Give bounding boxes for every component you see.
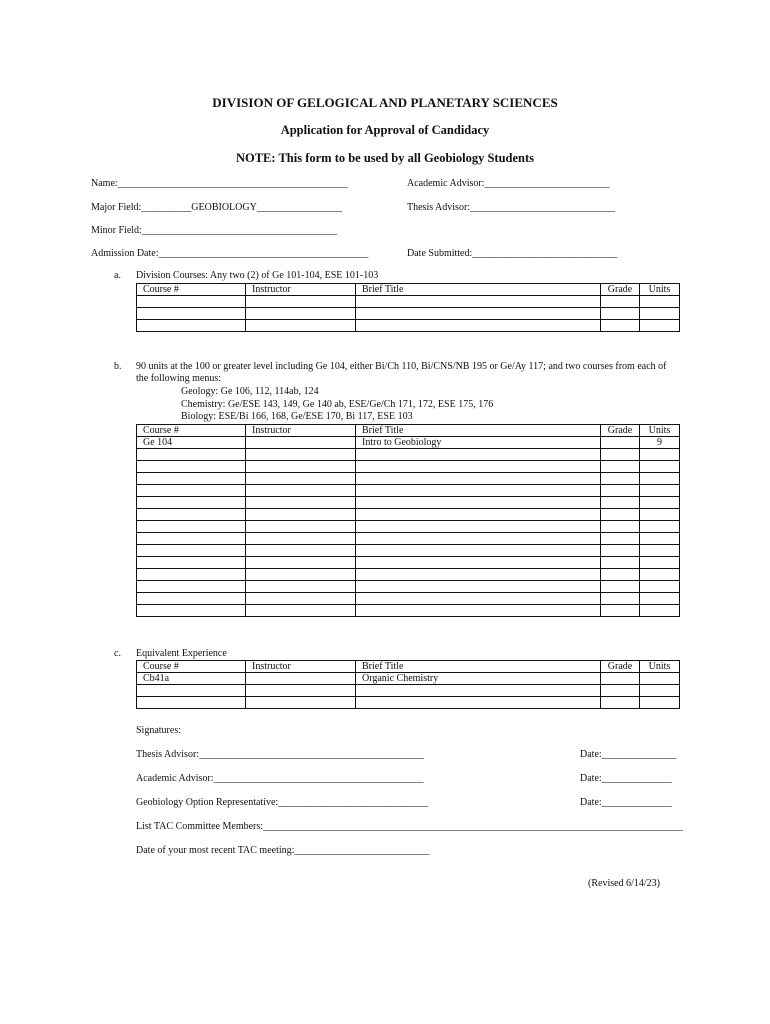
table-cell[interactable] — [356, 545, 601, 557]
table-cell[interactable] — [137, 485, 246, 497]
table-cell[interactable] — [601, 557, 640, 569]
table-cell[interactable] — [137, 509, 246, 521]
table-cell[interactable] — [601, 509, 640, 521]
academic-advisor-signature[interactable]: Academic Advisor:__________________________________________ — [136, 773, 424, 784]
thesis-advisor-signature[interactable]: Thesis Advisor:_____________________________________________ — [136, 749, 425, 760]
table-row — [137, 545, 680, 557]
table-cell[interactable] — [246, 461, 356, 473]
column-header: Instructor — [246, 661, 356, 673]
table-cell[interactable] — [246, 521, 356, 533]
table-cell[interactable] — [601, 449, 640, 461]
table-row — [137, 320, 680, 332]
admission-date-field[interactable]: Admission Date:__________________________________________ — [91, 248, 369, 259]
signatures-label: Signatures: — [136, 725, 181, 736]
table-cell[interactable] — [246, 685, 356, 697]
column-header: Brief Title — [356, 425, 601, 437]
table-cell[interactable] — [601, 461, 640, 473]
table-cell[interactable] — [356, 473, 601, 485]
table-cell[interactable] — [601, 497, 640, 509]
column-header: Instructor — [246, 284, 356, 296]
date-submitted-field[interactable]: Date Submitted:_____________________________ — [407, 248, 618, 259]
table-cell[interactable] — [601, 545, 640, 557]
table-header-row — [137, 284, 680, 296]
table-cell[interactable] — [640, 449, 680, 461]
table-cell[interactable] — [246, 673, 356, 685]
table-cell[interactable] — [356, 533, 601, 545]
column-header: Brief Title — [356, 661, 601, 673]
table-cell[interactable] — [640, 485, 680, 497]
table-cell[interactable] — [246, 697, 356, 709]
table-cell[interactable] — [640, 296, 680, 308]
table-cell[interactable] — [137, 697, 246, 709]
upper-level-courses-table — [136, 424, 680, 617]
table-cell[interactable] — [137, 497, 246, 509]
table-cell[interactable] — [601, 593, 640, 605]
table-cell[interactable] — [601, 685, 640, 697]
division-courses-table — [136, 283, 680, 332]
table-row — [137, 581, 680, 593]
table-cell[interactable] — [601, 308, 640, 320]
table-cell[interactable] — [246, 593, 356, 605]
table-cell[interactable] — [640, 533, 680, 545]
table-cell[interactable] — [246, 296, 356, 308]
table-header-row — [137, 661, 680, 673]
table-cell[interactable] — [246, 557, 356, 569]
table-cell[interactable] — [601, 569, 640, 581]
thesis-advisor-date[interactable]: Date:_______________ — [580, 749, 677, 760]
table-cell[interactable] — [356, 308, 601, 320]
table-cell[interactable] — [356, 320, 601, 332]
table-cell[interactable] — [640, 557, 680, 569]
table-cell[interactable] — [640, 308, 680, 320]
table-cell[interactable] — [246, 509, 356, 521]
table-cell[interactable] — [137, 320, 246, 332]
section-b-marker: b. — [114, 361, 122, 372]
form-note: NOTE: This form to be used by all Geobiology Students — [235, 151, 535, 165]
table-cell[interactable] — [246, 569, 356, 581]
table-cell[interactable] — [640, 605, 680, 617]
table-cell[interactable] — [137, 449, 246, 461]
table-row — [137, 557, 680, 569]
table-cell[interactable] — [137, 521, 246, 533]
academic-advisor-date[interactable]: Date:______________ — [580, 773, 672, 784]
option-rep-signature[interactable]: Geobiology Option Representative:______________________________ — [136, 797, 429, 808]
table-cell[interactable] — [601, 521, 640, 533]
column-header: Course # — [137, 284, 246, 296]
table-cell[interactable] — [137, 593, 246, 605]
table-row — [137, 697, 680, 709]
table-cell[interactable] — [601, 296, 640, 308]
table-cell[interactable] — [356, 569, 601, 581]
table-cell[interactable] — [601, 437, 640, 449]
table-cell[interactable] — [246, 473, 356, 485]
section-a-text: Division Courses: Any two (2) of Ge 101-104, ESE 101-103 — [136, 270, 379, 281]
column-header: Instructor — [246, 425, 356, 437]
table-cell[interactable] — [640, 673, 680, 685]
section-b-line2: the following menus: — [136, 373, 221, 384]
section-c-marker: c. — [114, 648, 121, 659]
table-cell[interactable] — [356, 605, 601, 617]
section-c-text: Equivalent Experience — [136, 648, 227, 659]
table-cell[interactable] — [246, 437, 356, 449]
table-row — [137, 437, 680, 449]
table-cell[interactable] — [137, 569, 246, 581]
table-cell[interactable] — [137, 557, 246, 569]
table-cell[interactable] — [640, 473, 680, 485]
table-row — [137, 521, 680, 533]
table-cell[interactable] — [137, 605, 246, 617]
table-cell[interactable] — [137, 296, 246, 308]
table-cell[interactable] — [640, 697, 680, 709]
table-cell[interactable] — [137, 685, 246, 697]
table-cell[interactable] — [246, 308, 356, 320]
table-cell[interactable]: Intro to Geobiology — [356, 437, 601, 449]
table-row — [137, 533, 680, 545]
table-row — [137, 308, 680, 320]
menu-chemistry: Chemistry: Ge/ESE 143, 149, Ge 140 ab, ESE/Ge/Ch 171, 172, ESE 175, 176 — [181, 399, 494, 410]
table-cell[interactable] — [356, 593, 601, 605]
table-cell[interactable] — [640, 509, 680, 521]
column-header: Units — [640, 284, 680, 296]
table-cell[interactable]: 9 — [640, 437, 680, 449]
table-cell[interactable] — [246, 545, 356, 557]
table-cell[interactable] — [246, 581, 356, 593]
table-cell[interactable] — [356, 461, 601, 473]
table-cell[interactable] — [601, 485, 640, 497]
table-row — [137, 593, 680, 605]
academic-advisor-field[interactable]: Academic Advisor:_________________________ — [407, 178, 610, 189]
column-header: Units — [640, 661, 680, 673]
column-header: Grade — [601, 661, 640, 673]
major-field[interactable]: Major Field:__________GEOBIOLOGY_________________ — [91, 202, 342, 213]
table-cell[interactable]: Ge 104 — [137, 437, 246, 449]
table-row — [137, 569, 680, 581]
table-cell[interactable] — [137, 461, 246, 473]
table-row — [137, 673, 680, 685]
table-cell[interactable] — [356, 557, 601, 569]
table-cell[interactable]: Cb41a — [137, 673, 246, 685]
name-field[interactable]: Name:______________________________________________ — [91, 178, 348, 189]
column-header: Units — [640, 425, 680, 437]
table-cell[interactable] — [356, 685, 601, 697]
tac-meeting-date-field[interactable]: Date of your most recent TAC meeting:___________________________ — [136, 845, 430, 856]
table-cell[interactable] — [246, 449, 356, 461]
table-cell[interactable] — [640, 685, 680, 697]
table-cell[interactable] — [246, 497, 356, 509]
table-cell[interactable] — [601, 533, 640, 545]
table-cell[interactable] — [601, 697, 640, 709]
table-row — [137, 473, 680, 485]
section-a-marker: a. — [114, 270, 121, 281]
table-cell[interactable] — [246, 320, 356, 332]
column-header: Brief Title — [356, 284, 601, 296]
table-cell[interactable] — [356, 581, 601, 593]
table-row — [137, 449, 680, 461]
table-cell[interactable] — [640, 461, 680, 473]
table-cell[interactable] — [640, 320, 680, 332]
table-cell[interactable] — [137, 308, 246, 320]
column-header: Grade — [601, 284, 640, 296]
table-cell[interactable] — [640, 497, 680, 509]
table-cell[interactable] — [640, 521, 680, 533]
section-b-line1: 90 units at the 100 or greater level including Ge 104, either Bi/Ch 110, Bi/CNS/NB 195 or Ge/Ay 117; and two courses from each of — [136, 361, 667, 372]
table-cell[interactable] — [601, 320, 640, 332]
form-subtitle: Application for Approval of Candidacy — [280, 123, 490, 137]
table-cell[interactable] — [601, 581, 640, 593]
column-header: Course # — [137, 425, 246, 437]
table-cell[interactable] — [356, 521, 601, 533]
division-title: DIVISION OF GELOGICAL AND PLANETARY SCIENCES — [212, 95, 558, 110]
table-cell[interactable] — [640, 569, 680, 581]
menu-geology: Geology: Ge 106, 112, 114ab, 124 — [181, 386, 319, 397]
table-cell[interactable] — [356, 509, 601, 521]
table-row — [137, 296, 680, 308]
table-row — [137, 509, 680, 521]
table-row — [137, 605, 680, 617]
table-header-row — [137, 425, 680, 437]
table-cell[interactable] — [356, 449, 601, 461]
minor-field[interactable]: Minor Field:_______________________________________ — [91, 225, 337, 236]
table-cell[interactable] — [601, 473, 640, 485]
table-cell[interactable] — [137, 545, 246, 557]
table-cell[interactable] — [601, 673, 640, 685]
table-cell[interactable] — [356, 497, 601, 509]
table-cell[interactable] — [356, 697, 601, 709]
option-rep-date[interactable]: Date:______________ — [580, 797, 672, 808]
table-row — [137, 485, 680, 497]
table-cell[interactable] — [137, 533, 246, 545]
column-header: Grade — [601, 425, 640, 437]
table-cell[interactable] — [356, 485, 601, 497]
table-cell[interactable] — [640, 545, 680, 557]
table-cell[interactable] — [246, 533, 356, 545]
table-cell[interactable] — [640, 581, 680, 593]
equivalent-experience-table — [136, 660, 680, 709]
table-row — [137, 461, 680, 473]
column-header: Course # — [137, 661, 246, 673]
table-cell[interactable] — [246, 485, 356, 497]
tac-committee-members-field[interactable]: List TAC Committee Members:____________________________________________________________________________________ — [136, 821, 684, 832]
table-cell[interactable] — [246, 605, 356, 617]
table-cell[interactable] — [640, 593, 680, 605]
table-cell[interactable]: Organic Chemistry — [356, 673, 601, 685]
menu-biology: Biology: ESE/Bi 166, 168, Ge/ESE 170, Bi 117, ESE 103 — [181, 411, 413, 422]
revision-note: (Revised 6/14/23) — [588, 878, 660, 889]
table-cell[interactable] — [137, 581, 246, 593]
table-cell[interactable] — [601, 605, 640, 617]
table-cell[interactable] — [356, 296, 601, 308]
table-row — [137, 685, 680, 697]
table-cell[interactable] — [137, 473, 246, 485]
thesis-advisor-field[interactable]: Thesis Advisor:_____________________________ — [407, 202, 616, 213]
table-row — [137, 497, 680, 509]
